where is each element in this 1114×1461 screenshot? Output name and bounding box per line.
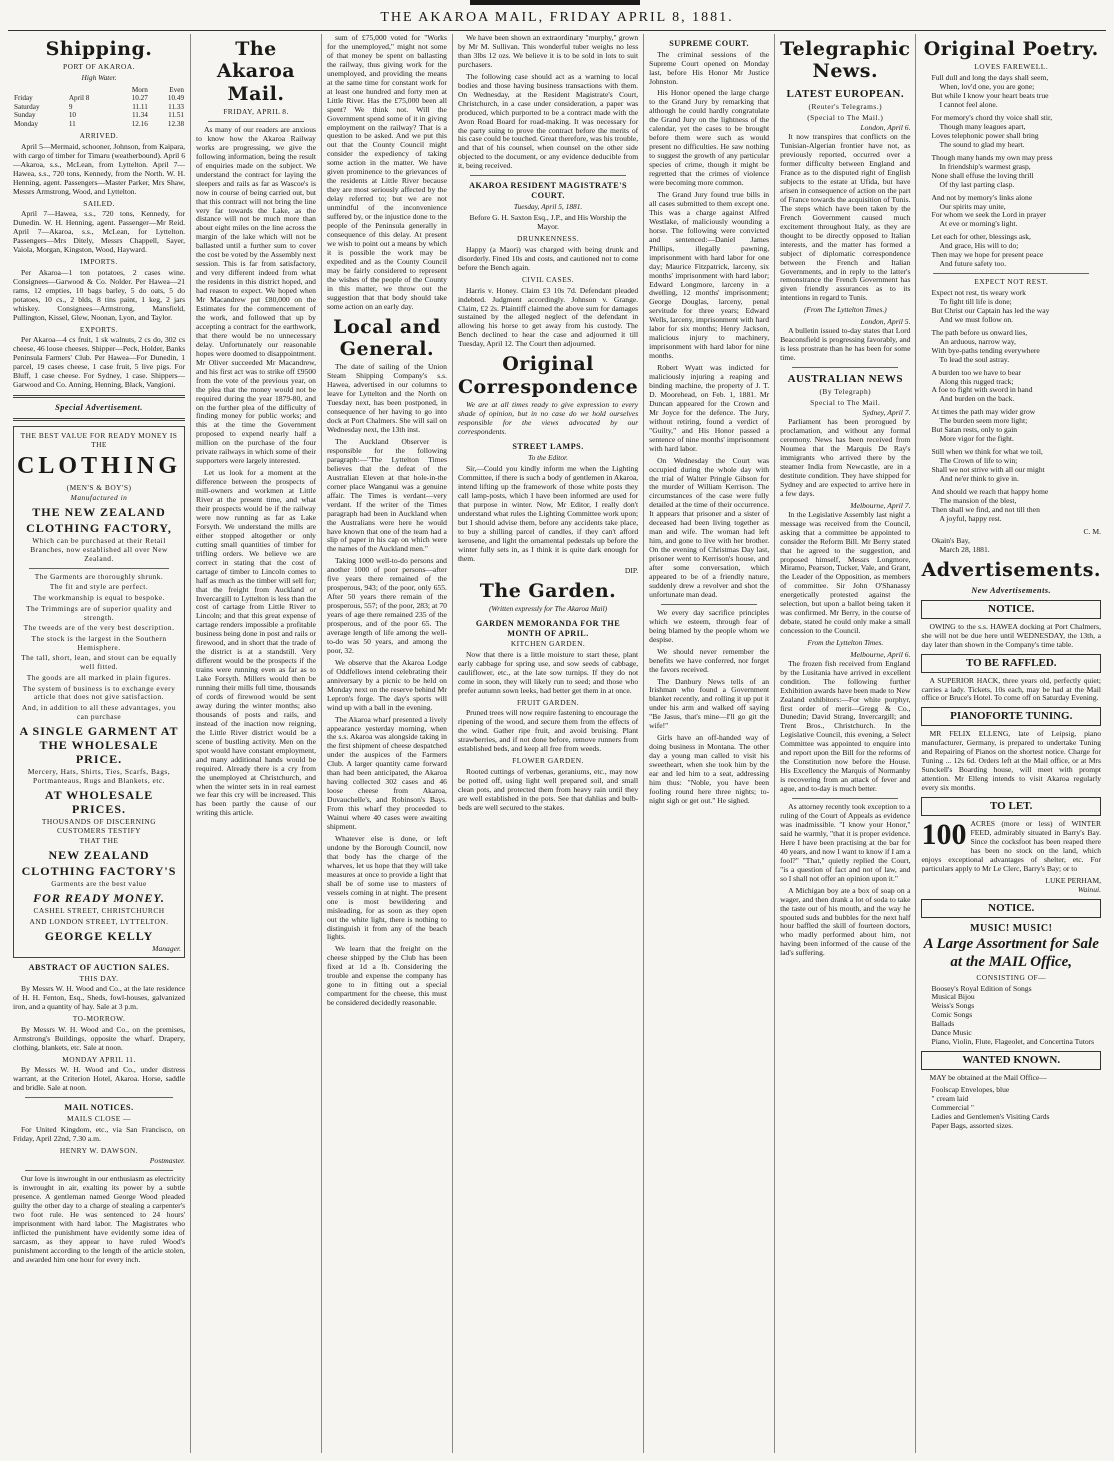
anecdote: As attorney recently took exception to a ruling of the Court of Appeals as evidence was inadmissible. "I know your Honor," said he warmly, "that it is proper evidence. Here I have been practising at the bar for 40 years, and now I want to know if I am a fool?" "That," quietly replied the Court, "is a question of fact and not of law, and so I shall not offer an opinion upon it.": [780, 802, 911, 883]
letter-signature: DIP.: [624, 565, 639, 575]
stanza: [921, 369, 1101, 405]
column-1: [8, 34, 191, 1453]
correspondence-note: We are at all times ready to give expression to every shade of opinion, but in no case do we hold ourselves responsible for the views advocated by our correspondents.: [457, 400, 639, 436]
poem-line: For whom we seek the Lord in prayer: [931, 210, 1046, 220]
dateline: Sydney, April 7.: [862, 408, 911, 418]
piano-text: MR FELIX ELLENG, late of Leipsig, piano manufacturer, Germany, is prepared to undertake Tuning and Repairing of Pianos on the shortest notice. Charge for Tuning ... 12s 6d. Orders left at the Mail office, or at Mrs Sunckell's Boarding house, will meet with prompt attention. Mr Elleng intends to visit Akaroa regularly every six months.: [921, 729, 1102, 793]
poem-line: When, lov'd one, you are gone;: [939, 82, 1035, 92]
court-paragraph: The criminal sessions of the Supreme Court opened on Monday last, before His Honor Mr Justice Johnston.: [649, 49, 770, 86]
local-item: Taking 1000 well-to-do persons and another 1000 of poor persons—after five years there remained of the prosperous, 943; of the poor, only 655. After 50 years there remain of the prosperous, 557; of the poor, 283; at 70 years of age there remained 235 of the prosperous, and of the poor 65. The average length of life among the well-to-do was 50 years, and among the poor, 32.: [326, 556, 447, 655]
divider: [208, 121, 304, 122]
telegram-text: It now transpires that conflicts on the Tunisian-Algerian frontier have not, as previously reported, occurred over a former difficulty between England and France as to the disputed right of English subjects to the estate at Ufida, but have arisen in consequence of action on the part of France towards the acquisition of Tunis. The steps which have been taken by the French Government caused much excitement throughout Italy, as they are thought to be directly opposed to Italian interests, and the matter has formed a subject of diplomatic correspondence between the French and Italian Governments, and in reply to the latter's remonstrance the French Government has given friendly assurances as to its intentions in regard to Tunis.: [780, 132, 911, 303]
shipping-title: Shipping.: [45, 38, 153, 60]
closing-paragraph: Our love is inwrought in our enthusiasm as electricity is inwrought in air, exalting its power by a subtle presence. A gentleman named George Wood pleaded guilty the other day to a charge of stealing a carpenter's two foot rule. He was sentenced to 24 hours' imprisonment with hard labor. The Magistrates who inflicted the punishment have evidently some idea of sarcasm, as they appear to have ruled Wood's punishment according to the length of the article stolen, and awarded him one hour for every inch.: [13, 1174, 186, 1264]
high-water: High Water.: [81, 73, 117, 83]
ad-line: The Garments are thoroughly shrunk.: [34, 571, 164, 581]
poem-line: Our spirits may unite,: [939, 201, 1006, 211]
music-lead: A Large Assortment for Sale at the MAIL Office,: [923, 936, 1099, 971]
ad-nz: THE NEW ZEALAND: [32, 505, 166, 520]
to-let-text: ACRES (more or less) of WINTER FEED, admirably situated in Barry's Bay. Since the cocksfoot has been reaped there has been no stock on the land, which enjoys exceptional advantages of shelter, etc. For particulars apply to Mr Le Clerc, Barry's Bay; or to: [921, 819, 1102, 873]
poetry-title: Original Poetry.: [923, 38, 1099, 60]
court-paragraph: On Wednesday the Court was occupied during the whole day with the trial of Walter Pringle Gibson for the murder of William Kerrison. The circumstances of the case were fully detailed at the time of their occurrence. It appears that prisoner and a sister of deceased had been living together as man and wife. The woman had left him, and gone to live with her brother. On the evening of Christmas Day last, prisoner went to Kerrison's house, and after some conversation, which appeared to be of a friendly nature, suddenly drew a revolver and shot the unfortunate man dead.: [649, 455, 770, 599]
advertisements-title: Advertisements.: [921, 558, 1102, 581]
divider: [29, 568, 169, 569]
list-item: Weiss's Songs: [931, 1001, 975, 1011]
local-item: The date of sailing of the Union Steam Shipping Company's s.s. Hawea, advertised in our columns to leave for Lyttelton and the North on Tuesday next, has been postponed, in consequence of her having to go into dock at Port Chalmers. She will sail on Wednesday next, the 13th inst.: [326, 362, 447, 435]
column-4: [453, 34, 644, 1453]
exports-text: Per Akaroa—4 cs fruit, 1 sk walnuts, 2 cs do, 302 cs cheese, 46 loose cheeses. Shipper—Peck, Holder, Banks Peninsula Farmers' Club. Per Hawea—For Dunedin, 1 parcel, 19 cases cheese, 1 case fruit, 5 live pigs. For Bluff, 1 case cheese. For Sydney, 1 case. Shippers—Garwood and Co. Anning, Henning, Black, Vangioni.: [13, 335, 186, 390]
list-item: Musical Bijou: [931, 992, 975, 1002]
divider: [792, 367, 898, 368]
ad-line: The workmanship is equal to bespoke.: [33, 593, 165, 603]
street-lamps-text: Sir,—Could you kindly inform me when the Lighting Committee, if there is such a body of gentlemen in Akaroa, intend lifting up the framework of those white posts they call lamp-posts, which I have been informed are used for that purpose in winter. Now, Mr Editor, I really don't understand what rules the Lighting Committee work upon; but I should advise them, before any accidents take place, to buy a shilling parcel of candles, if they can't afford kerosene, and light the ornamental pedestals up before the winter fully sets in, as I think it is quite dark enough for them.: [457, 464, 639, 563]
ad-nz2: NEW ZEALAND: [48, 848, 150, 863]
poem-line: But Satan rests, only to gain: [931, 425, 1018, 435]
ad-branches: Which can be purchased at their Retail Branches, now established all over New Zealand.: [30, 536, 168, 563]
music-heading: MUSIC! MUSIC!: [970, 922, 1053, 934]
poem-line: An arduous, narrow way,: [939, 336, 1016, 346]
list-item: Dance Music: [931, 1028, 972, 1038]
editorial-continued: sum of £75,000 voted for "Works for the unemployed," might not some of that money be spent on ballasting the railway, thus giving work for the unemployed, and providing the means at the same time for constant work for at least one hundred and forty men at Little River. Has the £75,000 been all spent? We think not. Will the Government spend some of it in giving employment on the railway? That is a question to be asked. And we put this out that the County Council might consider the expediency of taking some action in the matter. We have given prominence to the grievances of the residents at Little River because they are most seriously affected by the delay referred to; but we are not unmindful of the inconvenience suffered by, or the injustice done to the people of the Peninsula generally in consequence of this delay. At present we wish to point out a means by which it is possible the work may be expedited and as the County Council may be fairly considered to represent the wishes of the people of the County in this matter, we throw out the suggestion that that body should take some action on an early day.: [326, 33, 447, 311]
perham: LUKE PERHAM,: [1045, 875, 1102, 885]
list-item: Commercial ": [931, 1103, 975, 1113]
local-general-title: Local and General.: [333, 315, 441, 360]
ad-single-garment: A SINGLE GARMENT AT THE WHOLESALE PRICE.: [19, 723, 179, 766]
divider: [13, 395, 185, 398]
rm-court-date: Tuesday, April 5, 1881.: [513, 201, 583, 211]
mail-heading: MAIL NOTICES.: [64, 1103, 134, 1113]
mails-close: MAILS CLOSE —: [67, 1113, 132, 1123]
wainui: Wainui.: [1077, 884, 1102, 894]
auction-2: By Messrs W. H. Wood and Co., on the premises, Armstrong's Buildings, opposite the wharf. Drapery, clothing, blankets, etc. Sale at noon.: [13, 1024, 186, 1052]
ad-manufactured: Manufactured in: [70, 493, 128, 503]
sailed-text: April 7—Hawea, s.s., 720 tons, Kennedy, for Dunedin. W. H. Henning, agent. Passenger—Mr Reid. April 7—Akaroa, s.s., McLean, for Lyttelton. Passengers—Mrs Ditely, Messrs Chappell, Sayer, Vaiola, Morgan, Kingston, Wood, Hayward.: [13, 209, 186, 255]
poem-line: The burden seem more light;: [939, 416, 1028, 426]
tide-even: 11.51: [168, 111, 185, 120]
divider: [25, 1170, 173, 1171]
akaroa-mail-title: The Akaroa Mail.: [216, 38, 296, 105]
anecdote: A Michigan boy ate a box of soap on a wager, and then drank a lot of soda to take the taste out of his mouth, and the way he spouted suds and bubbles for the next half hour baffled the skill of fourteen doctors, who madly performed about him, not having been informed of the cause of the lad's suffering.: [780, 885, 911, 958]
supreme-court-heading: SUPREME COURT.: [669, 39, 750, 48]
poem-line: To fight till life is done;: [939, 296, 1012, 306]
from-lyttelton: From the Lyttelton Times.: [807, 638, 884, 648]
poem-line: With bye-paths tending everywhere: [931, 345, 1040, 355]
poem-line: The path before us onward lies,: [931, 327, 1028, 337]
tide-date: 9: [68, 102, 73, 111]
tomorrow: TO-MORROW.: [72, 1014, 126, 1024]
maxim: We every day sacrifice principles which we esteem, through fear of being blamed by the people whom we despise.: [649, 607, 770, 644]
stanza: [921, 488, 1101, 524]
imports-text: Per Akaroa—1 ton potatoes, 2 cases wine. Consignees—Garwood & Co. Nolder. Per Hawea—21 rams, 12 empties, 10 bags barley, 5 do oats, 5 do potatoes, 10 cs., 2 blds, 8 tins paint, 1 keg, 2 jars whiskey. Consignees—Armstrong, Mansfield, Pullington, Kissel, Glew, Noonan, Lyon, and Taylor.: [13, 267, 186, 322]
list-item: Ladies and Gentlemen's Visiting Cards: [931, 1111, 1050, 1121]
masthead: THE AKAROA MAIL, FRIDAY APRIL 8, 1881.: [380, 10, 734, 25]
local-item: We observe that the Akaroa Lodge of Oddfellows intend celebrating their anniversary by a picnic to be held on Monday next on the reserve behind Mr Lepron's forge. The day's sports will wind up with a ball in the evening.: [326, 657, 447, 712]
poem-line: A burden too we have to bear: [931, 367, 1021, 377]
port-heading: PORT OF AKAROA.: [63, 62, 136, 72]
tide-row: [13, 103, 185, 111]
court-paragraph: The Grand Jury found true bills in all cases submitted to them except one. This was a charge against Alfred Westlake, of maliciously wounding a horse. The following were convicted and sentenced:—Daniel James Phillips, illegally pawning, imprisonment with hard labor for one day; Maurice Fitzpatrick, larceny, six months' imprisonment with hard labor; Edward Longmore, larceny in a dwelling, 12 months' imprisonment; George Douglas, larceny, penal servitude for three years; Edward Wells, larceny, imprisonment with hard labor for six months; Henry Jackson, malicious injury to machinery, imprisonment with hard labor for nine months.: [649, 189, 770, 361]
flower-garden-text: Rooted cuttings of verbenas, geraniums, etc., may now be potted off, using light well prepared soil, and small clean pots, and protected them from heavy rain until they are well established in the pots. See that dahlias and bulb-beds are well secured to the stakes.: [457, 766, 639, 812]
piano-heading: PIANOFORTE TUNING.: [921, 707, 1101, 726]
garden-memoranda: GARDEN MEMORANDA FOR THE MONTH OF APRIL.: [475, 618, 621, 638]
poem-1-title: LOVES FAREWELL.: [974, 62, 1049, 72]
ad-address-2: AND LONDON STREET, LYTTELTON.: [29, 917, 169, 926]
ad-garments: Garments are the best value: [51, 879, 147, 889]
consisting-of: CONSISTING OF—: [976, 972, 1047, 982]
tide-row: [13, 111, 185, 119]
dateline: Melbourne, April 6.: [850, 649, 911, 659]
ad-line: The tweeds are of the very best description.: [23, 623, 175, 633]
tide-row: [13, 94, 185, 102]
from-lyttelton: (From The Lyttelton Times.): [803, 305, 887, 315]
acres-number: 100: [921, 818, 967, 852]
tide-table: [13, 86, 185, 128]
special-mail: Special to The Mail.: [810, 397, 881, 407]
tide-morn: 10.27: [131, 94, 148, 103]
rm-court-heading: AKAROA RESIDENT MAGISTRATE'S COURT.: [469, 181, 627, 200]
tide-date: 11: [68, 119, 76, 128]
poem-line: Expect not rest, tis weary work: [931, 287, 1026, 297]
ad-line: The tall, short, lean, and stout can be equally well fitted.: [21, 653, 177, 672]
poem-line: At times the path may wider grow: [931, 407, 1036, 417]
local-item: The Auckland Observer is responsible for the following paragraph:—"The Lyttelton Times believes that the defeat of the Australian Eleven at that hole-in-the corner place Wanganui was a genuine affair. The Times is verdant—very verdant. If the writer of the Times paragraph had been in Auckland when the Australians were here he would have known that one of the team had a slip of paper in his cap on which were the names of the Auckland men.": [326, 436, 447, 554]
ad-mens: (MEN'S & BOY'S): [66, 482, 132, 492]
poem-line: None shall effuse the loving thrill: [931, 170, 1034, 180]
local-item: The following case should act as a warning to local bodies and those having business transactions with them. On Wednesday, at the Resident Magistrate's Court, Christchurch, in a case under consideration, a paper was produced, which purported to be a contract made with the Avon Road Board for road-making. It was necessary for the party suing to prove the contract before the merits of his case could be touched. Great therefore, was his trouble, and that of his counsel, when counsel on the other side objected to the document, or any evidence deducible from it, being received.: [457, 71, 639, 171]
notice-heading: NOTICE.: [921, 600, 1101, 619]
auction-1: By Messrs W. H. Wood and Co., at the late residence of H. H. Fenton, Esq., Sheds, fowl-houses, galvanized iron, and a quantity of hay. Sale at 3 p.m.: [13, 984, 186, 1012]
poem-line: At eve or morning's light.: [939, 219, 1018, 229]
poem-signature: C. M.: [1083, 526, 1102, 536]
monday: MONDAY APRIL 11.: [62, 1054, 136, 1064]
divider: [470, 175, 626, 176]
poem-2-title: EXPECT NOT REST.: [974, 277, 1049, 287]
tide-date: 10: [68, 111, 77, 120]
stanza: [921, 154, 1101, 190]
poem-date: March 28, 1881.: [939, 544, 990, 554]
special-mail: (Special to The Mail.): [807, 112, 884, 122]
poem-line: Then may we hope for present peace: [931, 250, 1044, 260]
exports-heading: EXPORTS.: [79, 324, 119, 334]
stanza: [921, 114, 1101, 150]
poem-line: And future safety too.: [939, 259, 1007, 269]
ad-line: The stock is the largest in the Southern Hemisphere.: [31, 634, 167, 652]
drunkenness-text: Happy (a Maori) was charged with being drunk and disorderly. Fined 10s and costs, and cautioned not to come before the Bench again.: [457, 245, 639, 272]
tide-row: [13, 120, 185, 128]
auction-3: By Messrs W. H. Wood and Co., under distress warrant, at the Criterion Hotel, Akaroa. Horse, saddle and bridle. Sale at noon.: [13, 1065, 186, 1093]
poem-line: For memory's chord thy voice shall stir,: [931, 112, 1053, 122]
poem-line: Still when we think for what we toil,: [931, 447, 1043, 457]
divider: [25, 1097, 173, 1098]
maxim: We should never remember the benefits we have conferred, nor forget the favors received.: [649, 646, 770, 674]
tide-day: Monday: [14, 119, 38, 128]
stanza: [921, 194, 1101, 230]
poem-line: The sound to glad my heart.: [939, 139, 1025, 149]
court-paragraph: His Honor opened the large charge to the Grand Jury by remarking that although he could hardly congratulate the Grand Jury on the lightness of the calendar, yet the cases to be brought before them were such as would present no difficulties. He saw nothing to suggest the growth of any particular species of crime, though it might be regretted that the crimes of violence were becoming more common.: [649, 88, 770, 188]
telegram-text: Parliament has been prorogued by proclamation, and without any formal ceremony. News has been received from Noumea that the Marquis De Ray's immigrants who arrived there by the steamer India from Newcastle, are in a destitute condition. They have shipped for Sydney and are expected to arrive here in a few days.: [780, 417, 911, 498]
poem-1: [921, 74, 1101, 269]
poem-line: A joyful, happy rest.: [939, 513, 1002, 523]
column-7: [916, 34, 1106, 1453]
stanza: [921, 448, 1101, 484]
divider: [792, 798, 898, 799]
local-item: Whatever else is done, or left undone by the Borough Council, now that body has the charge of the wharves, let us hope that they will take measures at once to provide a light that shall be of some use to masters of vessels coming in at night. The present one is most bewildering and misleading, for as soon as they open out the white light, there is nothing to distinguish it from any of the beach lights.: [326, 833, 447, 942]
ad-lead: THE BEST VALUE FOR READY MONEY IS THE: [20, 430, 178, 449]
ad-manager: Manager.: [152, 943, 182, 953]
garden-title: The Garden.: [479, 579, 617, 602]
poem-2: [921, 289, 1101, 524]
ad-clothing: CLOTHING: [17, 453, 182, 480]
column-2: [191, 34, 322, 1453]
editorial-paragraph: As many of our readers are anxious to know how the Akaroa Railway works are progressing, we give the following information, being the result of enquiries made on the subject. We understand the contract for laying the sleepers and rails as far as Wascoe's is now in course of being carried out, but that this contract will not bring the line very far towards the Lake, as the distance will not be much more than about eight miles on the line across the margin of the lake which will not be ballasted until a further sum to cover the cost be voted by the Assembly next session. This is far from satisfactory, and very different indeed from what the residents in this district hoped, and had reason to expect. We hoped when Mr Macandrew put £80,000 on the Estimates for the commencement of the work, and followed that up by accepting a contract for the earthwork, that there would be no unnecessary delay. Unfortunately our reasonable hopes were doomed to disappointment. Mr Oliver succeeded Mr Macandrew, and his first act was to strike off £9500 from the vote of the previous year, on the plea that the money would not be required during the year 1879-80, and on the further plea of the difficulty of finding money for public works; and this at the time the Government proposed to expend nearly half a million on the purchase of the four private railways in which some of their supporters were largely interested.: [196, 124, 316, 466]
postmaster: Postmaster.: [149, 1156, 186, 1166]
ad-line: The system of business is to exchange every article that does not give satisfaction.: [22, 683, 176, 702]
poem-line: But Christ our Captain has led the way: [931, 305, 1050, 315]
poem-line: But while I know your heart beats true: [931, 91, 1049, 101]
poem-line: In friendship's warmest grasp,: [939, 161, 1031, 171]
local-item: We have been shown an extraordinary "murphy," grown by Mr M. Sullivan. This wonderful tuber weighs no less than 3lbs 12 ozs. We believe it is to be sold in lots to suit purchasers.: [457, 33, 639, 69]
poem-line: And not by memory's links alone: [931, 192, 1033, 202]
divider: [661, 604, 757, 605]
special-ad-heading: Special Advertisement.: [55, 403, 143, 413]
australian-news: AUSTRALIAN NEWS: [787, 372, 903, 385]
ad-address-1: CASHEL STREET, CHRISTCHURCH: [33, 906, 165, 916]
new-advertisements: New Advertisements.: [971, 586, 1052, 596]
imports-heading: IMPORTS.: [80, 257, 118, 267]
poem-line: Along this rugged track;: [939, 376, 1014, 386]
poem-line: Full dull and long the days shall seem,: [931, 73, 1049, 83]
tide-day: Saturday: [14, 102, 40, 111]
poem-line: And burden on the back.: [939, 394, 1015, 404]
telegram-text: In the Legislative Assembly last night a message was received from the Council, asking that a committee be appointed to consider the Reform Bill. Mr Berry stated that he agreed to the suggestion, and proposed himself, Messrs Longmore, Miramo, Pearson, Tucker, Vale, and Grant, the Leader of the Opposition, as members of committee. Sir John O'Shanassy energetically protested against the selection, but upon a ballot being taken it was confirmed. Mr Berry, in the course of debate, stated he could only make a small concession to the Council.: [780, 509, 911, 636]
poem-line: And we must follow on.: [939, 314, 1014, 324]
even-header: Even: [169, 85, 185, 94]
sailed-heading: SAILED.: [83, 198, 115, 208]
stanza: [921, 233, 1101, 269]
stanza: [921, 408, 1101, 444]
anecdote: Girls have an off-handed way of doing business in Montana. The other day a young man called to visit his sweetheart, when she took him by the ear and led him to a seat, addressing him thus: "Noble, you have been fooling round here three nights; to-night sigh or get out." He sighed.: [649, 733, 770, 805]
poem-line: Though many hands my own may press: [931, 152, 1053, 162]
editorial-date: FRIDAY, APRIL 8.: [223, 107, 289, 117]
civil-heading: CIVIL CASES.: [521, 274, 575, 284]
court-paragraph: Robert Wyatt was indicted for maliciously injuring a reaping and binding machine, the property of J. T. D. Moorehead, on Feb. 1, 1881. Mr Duncan appeared for the Crown and Mr Joyce for the defence. The Jury, without retiring, found a verdict of "Guilty," and His Honor passed a sentence of nine months' imprisonment with hard labor.: [649, 363, 770, 453]
ad-cff: CLOTHING FACTORY'S: [21, 864, 177, 879]
by-telegraph: (By Telegraph): [819, 386, 872, 396]
list-item: Ballads: [931, 1019, 955, 1029]
to-let-heading: TO LET.: [921, 797, 1101, 816]
poem-line: Of thy last parting clasp.: [939, 179, 1015, 189]
column-6: [775, 34, 916, 1453]
list-item: Boosey's Royal Edition of Songs: [931, 983, 1032, 993]
dateline: Melbourne, April 7.: [850, 500, 911, 510]
tide-morn: 12.16: [131, 119, 148, 128]
street-lamps-heading: STREET LAMPS.: [512, 441, 584, 451]
tide-header: [13, 86, 185, 94]
divider: [933, 273, 1089, 274]
poem-line: Then shall we find, and not till then: [931, 504, 1040, 514]
this-day: THIS DAY.: [79, 973, 119, 983]
dateline: London, April 6.: [860, 123, 911, 133]
stanza: [921, 74, 1101, 110]
stanza: [921, 289, 1101, 325]
divider: [13, 418, 185, 421]
fruit-garden-text: Pruned trees will now require fastening to encourage the ripening of the wood, and secure them from the effects of the wind. Gather ripe fruit, and avoid bruising. Plant strawberries, and if not done before, remove runners from established beds, and keep all free from weeds.: [457, 708, 639, 754]
anecdote: The Danbury News tells of an Irishman who found a Government blanket recently, and rolling it up put it under his arm and walked off saying "Be Jasus, that's mine—I'll go git the wife!": [649, 676, 770, 731]
columns: [8, 34, 1106, 1453]
clothing-advert: [13, 426, 185, 958]
editorial-paragraph: Let us look for a moment at the difference between the prospects of mill-owners and workmen at Little River at the present time, and what their prospects would be if the railway were now running as far as Lake Forsyth. We understand the mills are either stopped altogether or only cutting small quantities of timber for trifling orders. We believe we are correct in stating that the cost of cartage of timber to Lincoln comes to half as much as the timber will sell for; that the freight from Auckland or Invercargill to Lyttelton is less than the cost of cartage from Little River to Lincoln; and that this great expense of cartage renders impossible a profitable business being done in post and rails or firewood, and in short that the trade of the district is at a standstill. Very different would be the prospects if the trains were running even as far as to Lake Forsyth. Millers would then be running their mills full time, thousands of cords of firewood would be sent away during the winter months; also thousands of posts and rails, and instead of the inaction now reigning, the Little River district would be a scene of bustling activity. Men on the spot would have constant employment, and many additional hands would be required. Already there is a cry from the unemployed at Christchurch, and when the winter sets in in real earnest we fear this cry will be increased. This has been partly the cause of our writing this article.: [196, 468, 316, 818]
poem-line: The mansion of the blest,: [939, 495, 1017, 505]
list-item: Comic Songs: [931, 1010, 973, 1020]
stanza: [921, 329, 1101, 365]
telegram-text: A bulletin issued to-day states that Lord Beaconsfield is progressing favorably, and is less prostrate than he has been for some time.: [780, 326, 911, 362]
tide-morn: 11.11: [132, 102, 148, 111]
drunkenness-heading: DRUNKENNESS.: [517, 234, 580, 244]
poem-line: To lead the soul astray.: [939, 354, 1010, 364]
ad-wholesale: AT WHOLESALE PRICES.: [44, 787, 154, 816]
flower-garden-heading: FLOWER GARDEN.: [512, 756, 584, 766]
poem-line: A foe to fight with sword in hand: [931, 385, 1033, 395]
raffle-heading: TO BE RAFFLED.: [921, 654, 1101, 673]
latest-european: LATEST EUROPEAN.: [786, 87, 905, 100]
poem-line: Shall we not strive with all our might: [931, 465, 1045, 475]
column-3: [322, 34, 453, 1453]
kitchen-garden-text: Now that there is a little moisture to start these, plant early cabbage for spring use, and sow seeds of cabbage, cauliflower, etc., at the late sow turnips. If they do not come in soon, they will likely run to seed; and those who prefer autumn sown leeks, had better get them in at once.: [457, 649, 639, 695]
column-5: [644, 34, 775, 1453]
top-rule: [470, 0, 640, 5]
music-list: [921, 985, 1101, 1048]
notice-text: OWING to the s.s. HAWEA docking at Port Chalmers, she will not be due here until WEDNESDAY, the 13th, a day later than shown in the Company's time table.: [921, 621, 1102, 649]
poem-line: Loves telephonic power shall bring: [931, 130, 1039, 140]
poem-line: More vigor for the fight.: [939, 434, 1014, 444]
list-item: " cream laid: [931, 1094, 969, 1104]
list-item: Foolscap Envelopes, blue: [931, 1085, 1010, 1095]
ad-thousands: THOUSANDS OF DISCERNING CUSTOMERS TESTIFY: [41, 816, 157, 835]
local-item: The Akaroa wharf presented a lively appearance yesterday morning, when the s.s. Akaroa was alongside taking in the first shipment of cheese despatched under the auspices of the Farmers Club. A larger quantity came forward than had been anticipated, the Akaroa having collected 302 cases and 46 loose cheese from Akaroa, Duvauchelle's, and Robinson's Bays. From this wharf they proceeded to Wainui where 40 cases were awaiting shipment.: [326, 714, 447, 832]
masthead-rule: [8, 30, 1106, 31]
ad-line: And, in addition to all these advantages, you can purchase: [21, 703, 177, 721]
correspondence-title: Original Correspondence: [457, 353, 639, 398]
poem-line: Let each for other, blessings ask,: [931, 232, 1031, 242]
wanted-heading: WANTED KNOWN.: [921, 1051, 1101, 1070]
poem-line: And grace, His will to do;: [939, 241, 1019, 251]
ad-mercery: Mercery, Hats, Shirts, Ties, Scarfs, Bags, Portmanteaus, Rugs and Blankets, etc.: [27, 767, 171, 785]
raffle-text: A SUPERIOR HACK, three years old, perfectly quiet; carries a lady. Tickets, 10s each, may be had at the Mail office or Bruce's Hotel. To come off on Saturday Evening.: [921, 675, 1102, 703]
ad-factory: CLOTHING FACTORY,: [26, 521, 172, 536]
morn-header: Morn: [131, 85, 148, 94]
dateline: London, April 5.: [860, 317, 911, 327]
to-editor: To the Editor.: [528, 452, 568, 462]
list-item: Paper Bags, assorted sizes.: [931, 1120, 1014, 1130]
tide-date: April 8: [68, 94, 90, 103]
wanted-list: [921, 1086, 1101, 1131]
garden-subtitle: (Written expressly for The Akaroa Mail): [488, 604, 608, 614]
tide-even: 11.33: [168, 102, 185, 111]
postmaster-name: HENRY W. DAWSON.: [59, 1145, 139, 1155]
poem-place: Okain's Bay,: [931, 535, 970, 545]
tide-even: 10.49: [167, 94, 185, 103]
tide-morn: 11.34: [131, 111, 148, 120]
tide-even: 12.38: [167, 119, 185, 128]
tide-day: Friday: [14, 94, 33, 103]
local-item: We learn that the freight on the cheese shipped by the Club has been fixed at 1d a lb. Considering the trouble and expense the company has gone to in fitting out a special compartment for the cheese, this must be considered decidedly reasonable.: [326, 944, 447, 1008]
arrived-text: April 5—Mermaid, schooner, Johnson, from Kaipara, with cargo of timber for Timaru (weatherbound). April 6—Akaroa, s.s., McLean, from Lyttelton. April 7—Hawea, s.s., 720 tons, Kennedy, from the North. W. H. Henning, agent. Passengers—Master Parker, Mrs Shaw, Messrs Armstrong, Wood, and Lyttelton.: [13, 142, 186, 196]
ad-line: The fit and style are perfect.: [49, 582, 149, 592]
poem-line: The Crown of life to win;: [939, 456, 1018, 466]
poem-line: And ne'er think to give in.: [939, 474, 1019, 484]
notice-heading: NOTICE.: [921, 899, 1101, 918]
ad-that: THAT THE: [79, 836, 119, 846]
poem-line: I cannot feel alone.: [939, 100, 998, 109]
ad-line: The goods are all marked in plain figures.: [26, 672, 172, 682]
tide-day: Sunday: [14, 111, 36, 120]
poem-line: Though many leagues apart,: [939, 121, 1026, 131]
reuters: (Reuter's Telegrams.): [808, 101, 883, 111]
auction-heading: ABSTRACT OF AUCTION SALES.: [28, 962, 170, 972]
list-item: Piano, Violin, Flute, Flageolet, and Concertina Tutors: [931, 1037, 1095, 1047]
rm-court-before: Before G. H. Saxton Esq., J.P., and His Worship the Mayor.: [469, 213, 627, 232]
civil-text: Harris v. Honey. Claim £3 10s 7d. Defendant pleaded indebted. Judgment accordingly. Johnson v. Grange. Claim, £2 2s. Plaintiff claimed the above sum for damages sustained by the alleged neglect of the defendant in allowing his horse to get away from his custody. The Bench declined to hear the case and adjourned it till Tuesday, April 12. The Court then adjourned.: [457, 285, 639, 349]
kitchen-garden-heading: KITCHEN GARDEN.: [510, 639, 586, 649]
telegraphic-title: Telegraphic News.: [780, 38, 911, 83]
ad-ready-money: FOR READY MONEY.: [33, 891, 165, 906]
arrived-heading: ARRIVED.: [79, 131, 119, 141]
telegram-text: The frozen fish received from England by the Lusitania have arrived in excellent condition. The following further Exhibition awards have been made to New Zealand exhibitors:—For white porphyr, first order of merit—Gregg & Co., Dunedin; David Strang, Invercargill; and Trent Bros., Christchurch. In the Legislative Council, this evening, a Select Committee was appointed to enquire into and report upon the Bill for the reforms of the Constitution now before the House. His Excellency the Marquis of Normanby is recovering from an attack of fever and ague, and to-day is much better.: [780, 658, 911, 794]
ad-line: The Trimmings are of superior quality and strength.: [25, 603, 173, 622]
ad-kelly: GEORGE KELLY: [44, 928, 154, 943]
mail-text: For United Kingdom, etc., via San Francisco, on Friday, April 22nd, 7.30 a.m.: [13, 1124, 186, 1143]
wanted-text: MAY be obtained at the Mail Office—: [929, 1073, 1047, 1083]
poem-line: And should we reach that happy home: [931, 487, 1049, 496]
fruit-garden-heading: FRUIT GARDEN.: [516, 697, 580, 707]
